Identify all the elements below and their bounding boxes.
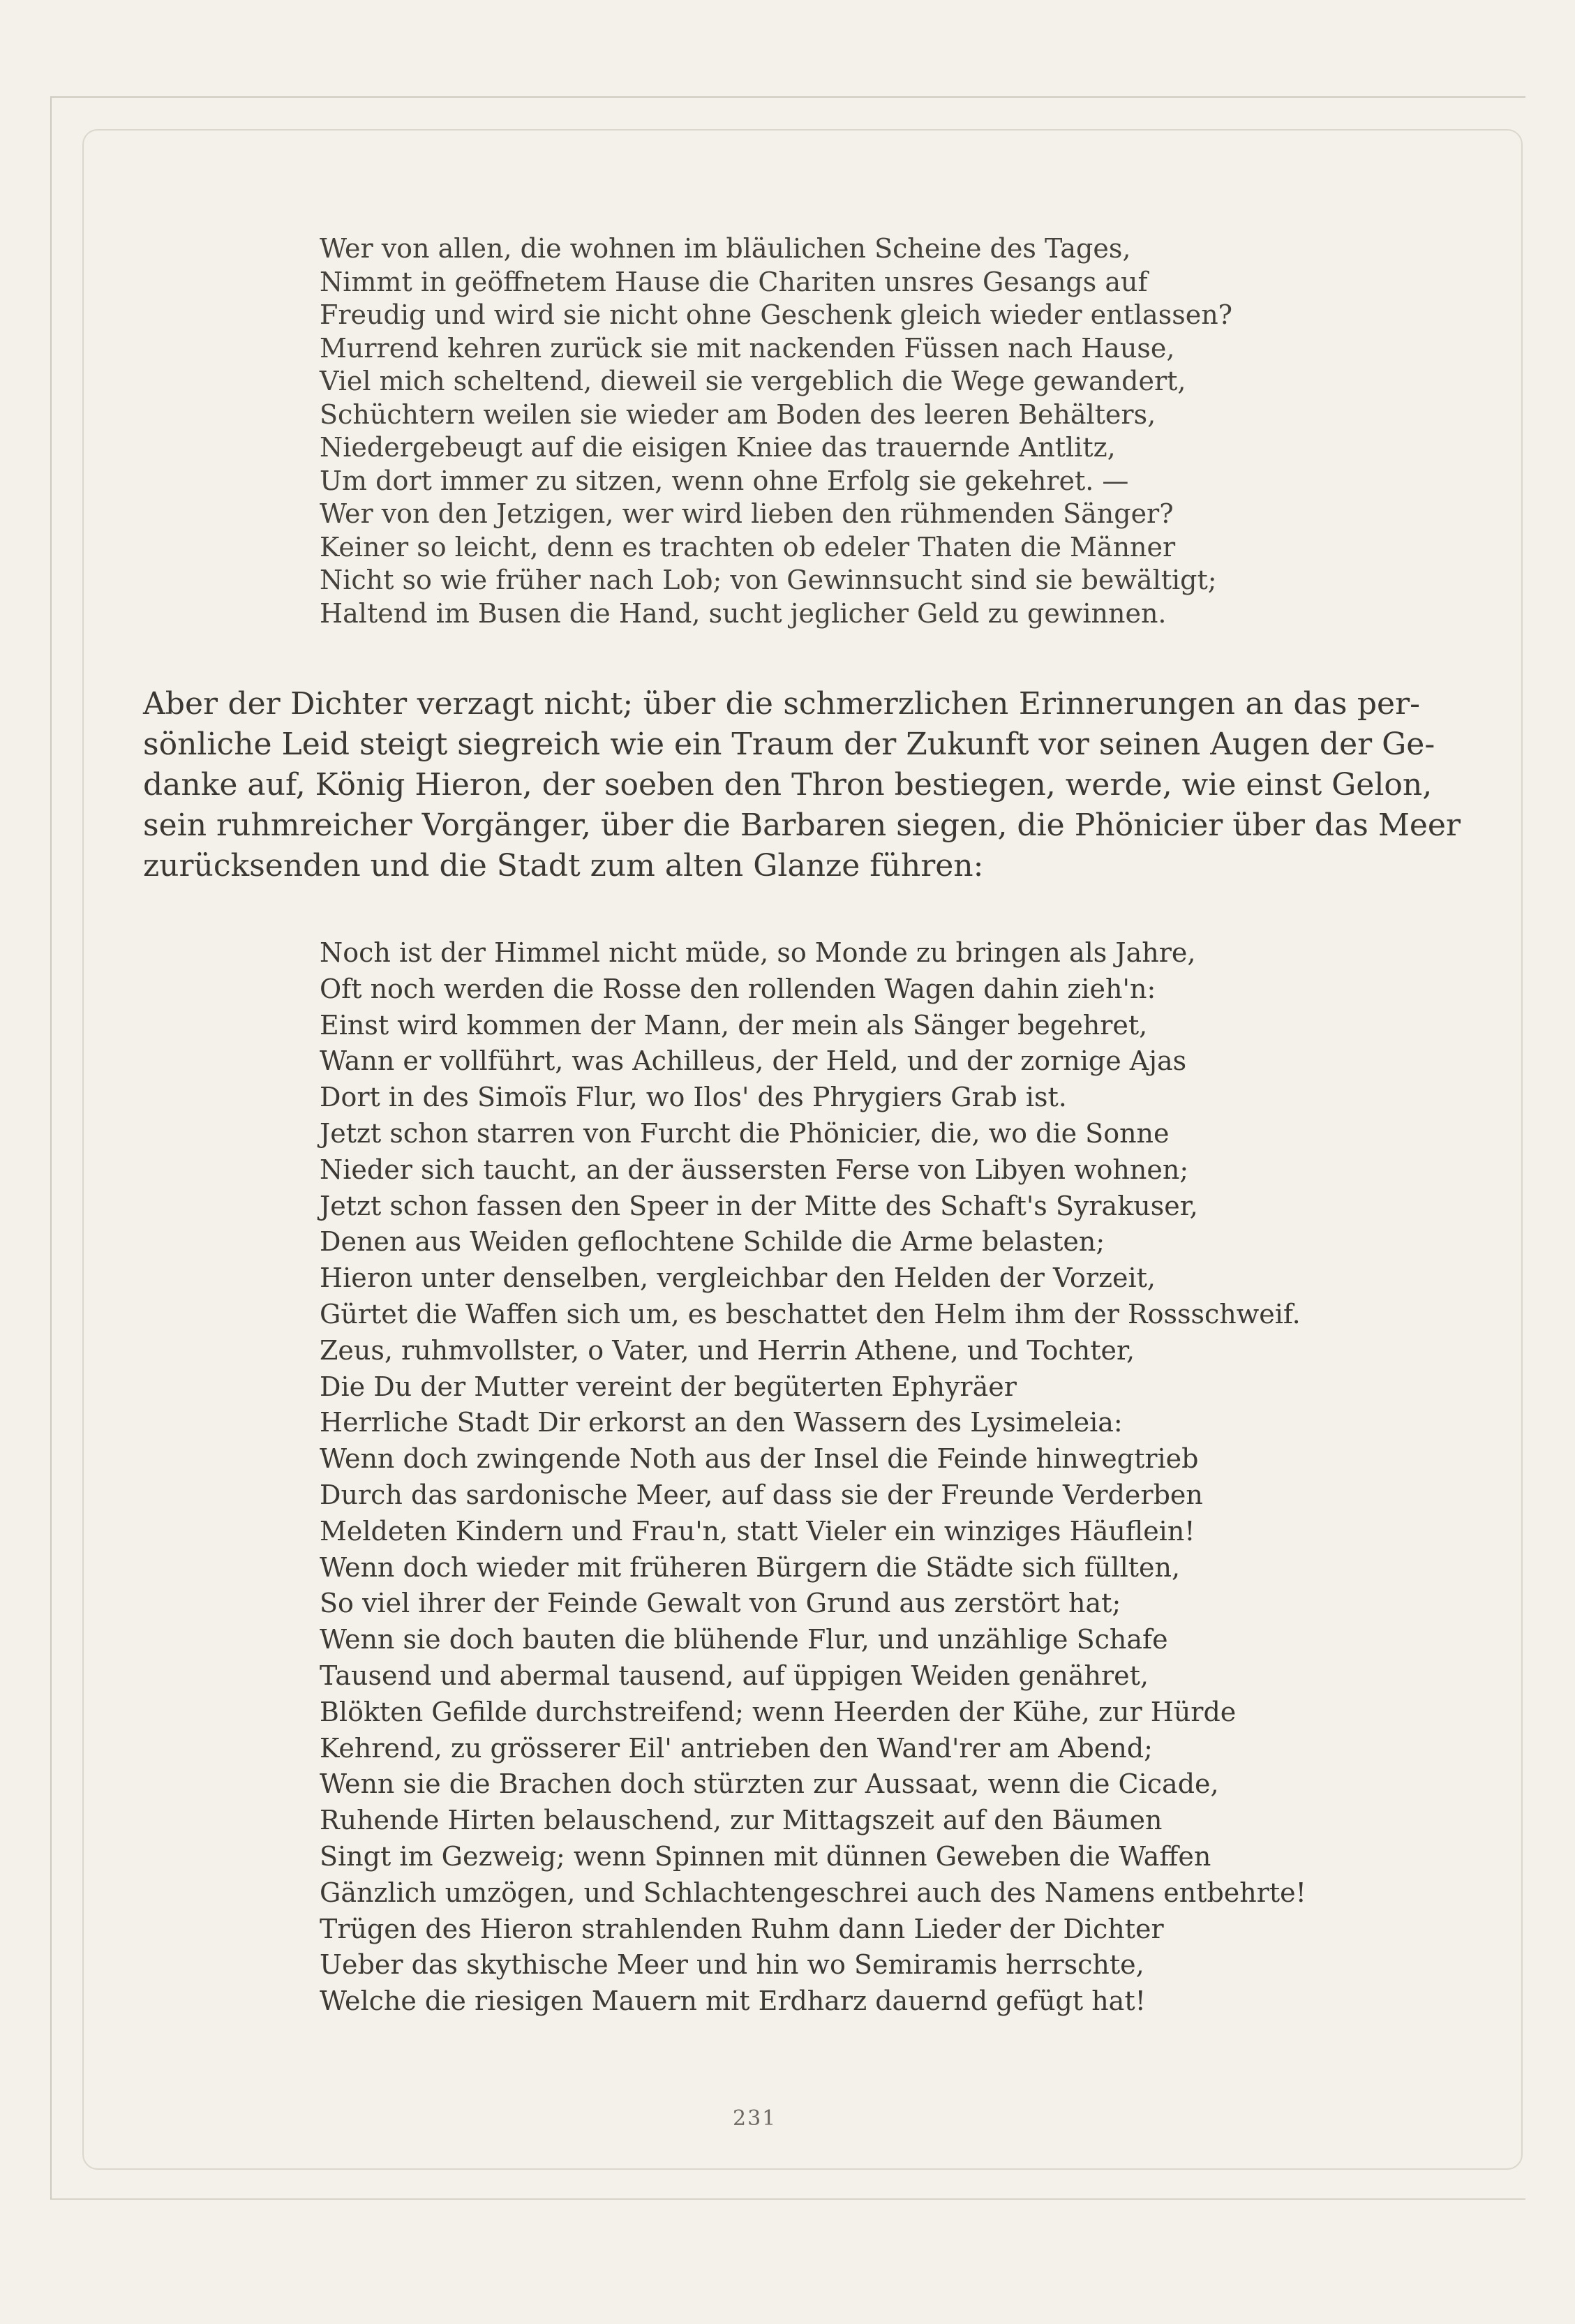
page-number: 231 xyxy=(733,2106,777,2131)
verse-line: Meldeten Kindern und Frau'n, statt Vieler ein winziges Häuflein! xyxy=(320,1515,1195,1547)
verse-line: Jetzt schon fassen den Speer in der Mitte des Schaft's Syrakuser, xyxy=(320,1190,1198,1221)
verse-line: Ueber das skythische Meer und hin wo Semiramis herrschte, xyxy=(320,1949,1144,1981)
verse-line: Murrend kehren zurück sie mit nackenden Füssen nach Hause, xyxy=(320,332,1175,364)
verse-block-2 xyxy=(320,935,1306,2020)
verse-line: Gänzlich umzögen, und Schlachtengeschrei auch des Namens entbehrte! xyxy=(320,1877,1306,1908)
verse-line: Gürtet die Waffen sich um, es beschattet den Helm ihm der Rossschweif. xyxy=(320,1298,1301,1329)
verse-line: Dort in des Simoïs Flur, wo Ilos' des Phrygiers Grab ist. xyxy=(320,1082,1067,1113)
verse-line: Tausend und abermal tausend, auf üppigen Weiden genähret, xyxy=(320,1660,1149,1691)
verse-line: Noch ist der Himmel nicht müde, so Monde zu bringen als Jahre, xyxy=(320,937,1196,968)
verse-line: Freudig und wird sie nicht ohne Geschenk gleich wieder entlassen? xyxy=(320,299,1233,330)
verse-line: Wenn doch wieder mit früheren Bürgern die Städte sich füllten, xyxy=(320,1551,1181,1583)
verse-line: Haltend im Busen die Hand, sucht jeglicher Geld zu gewinnen. xyxy=(320,597,1167,629)
verse-line: Trügen des Hieron strahlenden Ruhm dann Lieder der Dichter xyxy=(320,1913,1164,1944)
verse-line: Denen aus Weiden geflochtene Schilde die Arme belasten; xyxy=(320,1226,1105,1258)
verse-line: Blökten Gefilde durchstreifend; wenn Heerden der Kühe, zur Hürde xyxy=(320,1696,1237,1727)
verse-line: Herrliche Stadt Dir erkorst an den Wassern des Lysimeleia: xyxy=(320,1407,1123,1438)
verse-line: Einst wird kommen der Mann, der mein als Sänger begehret, xyxy=(320,1009,1148,1041)
prose-paragraph xyxy=(143,684,1462,886)
verse-line: Zeus, ruhmvollster, o Vater, und Herrin Athene, und Tochter, xyxy=(320,1334,1135,1366)
verse-line: Wenn sie die Brachen doch stürzten zur Aussaat, wenn die Cicade, xyxy=(320,1768,1219,1800)
verse-line: Wer von allen, die wohnen im bläulichen Scheine des Tages, xyxy=(320,233,1131,264)
verse-line: Nimmt in geöffnetem Hause die Chariten unsres Gesangs auf xyxy=(320,266,1148,297)
verse-line: So viel ihrer der Feinde Gewalt von Grund aus zerstört hat; xyxy=(320,1588,1121,1619)
verse-line: Nieder sich taucht, an der äussersten Ferse von Libyen wohnen; xyxy=(320,1154,1189,1185)
verse-line: Viel mich scheltend, dieweil sie vergeblich die Wege gewandert, xyxy=(320,366,1186,396)
prose-line: sein ruhmreicher Vorgänger, über die Barbaren siegen, die Phönicier über das Meer xyxy=(143,807,1461,843)
verse-line: Durch das sardonische Meer, auf dass sie der Freunde Verderben xyxy=(320,1479,1203,1510)
verse-line: Niedergebeugt auf die eisigen Kniee das trauernde Antlitz, xyxy=(320,432,1116,463)
verse-line: Um dort immer zu sitzen, wenn ohne Erfolg sie gekehret. — xyxy=(320,465,1129,496)
verse-line: Ruhende Hirten belauschend, zur Mittagszeit auf den Bäumen xyxy=(320,1805,1163,1836)
prose-line: sönliche Leid steigt siegreich wie ein Traum der Zukunft vor seinen Augen der Ge- xyxy=(143,727,1435,762)
prose-line: danke auf, König Hieron, der soeben den Thron bestiegen, werde, wie einst Gelon, xyxy=(143,767,1433,803)
verse-line: Wann er vollführt, was Achilleus, der Held, und der zornige Ajas xyxy=(320,1045,1187,1077)
verse-line: Die Du der Mutter vereint der begüterten Ephyräer xyxy=(320,1371,1017,1402)
verse-line: Schüchtern weilen sie wieder am Boden des leeren Behälters, xyxy=(320,398,1156,430)
verse-line: Hieron unter denselben, vergleichbar den Helden der Vorzeit, xyxy=(320,1262,1156,1294)
verse-line: Wenn sie doch bauten die blühende Flur, und unzählige Schafe xyxy=(320,1624,1168,1655)
verse-line: Oft noch werden die Rosse den rollenden Wagen dahin zieh'n: xyxy=(320,973,1156,1004)
prose-line: zurücksenden und die Stadt zum alten Glanze führen: xyxy=(143,848,984,884)
verse-line: Jetzt schon starren von Furcht die Phönicier, die, wo die Sonne xyxy=(320,1117,1170,1149)
verse-line: Kehrend, zu grösserer Eil' antrieben den Wand'rer am Abend; xyxy=(320,1732,1153,1764)
verse-block-1 xyxy=(320,232,1232,630)
verse-line: Welche die riesigen Mauern mit Erdharz dauernd gefügt hat! xyxy=(320,1986,1146,2017)
verse-line: Keiner so leicht, denn es trachten ob edeler Thaten die Männer xyxy=(320,531,1176,563)
verse-line: Nicht so wie früher nach Lob; von Gewinnsucht sind sie bewältigt; xyxy=(320,565,1217,595)
verse-line: Wenn doch zwingende Noth aus der Insel die Feinde hinwegtrieb xyxy=(320,1443,1199,1475)
verse-line: Wer von den Jetzigen, wer wird lieben den rühmenden Sänger? xyxy=(320,498,1174,529)
verse-line: Singt im Gezweig; wenn Spinnen mit dünnen Geweben die Waffen xyxy=(320,1840,1211,1872)
prose-line: Aber der Dichter verzagt nicht; über die schmerzlichen Erinnerungen an das per- xyxy=(143,686,1420,722)
